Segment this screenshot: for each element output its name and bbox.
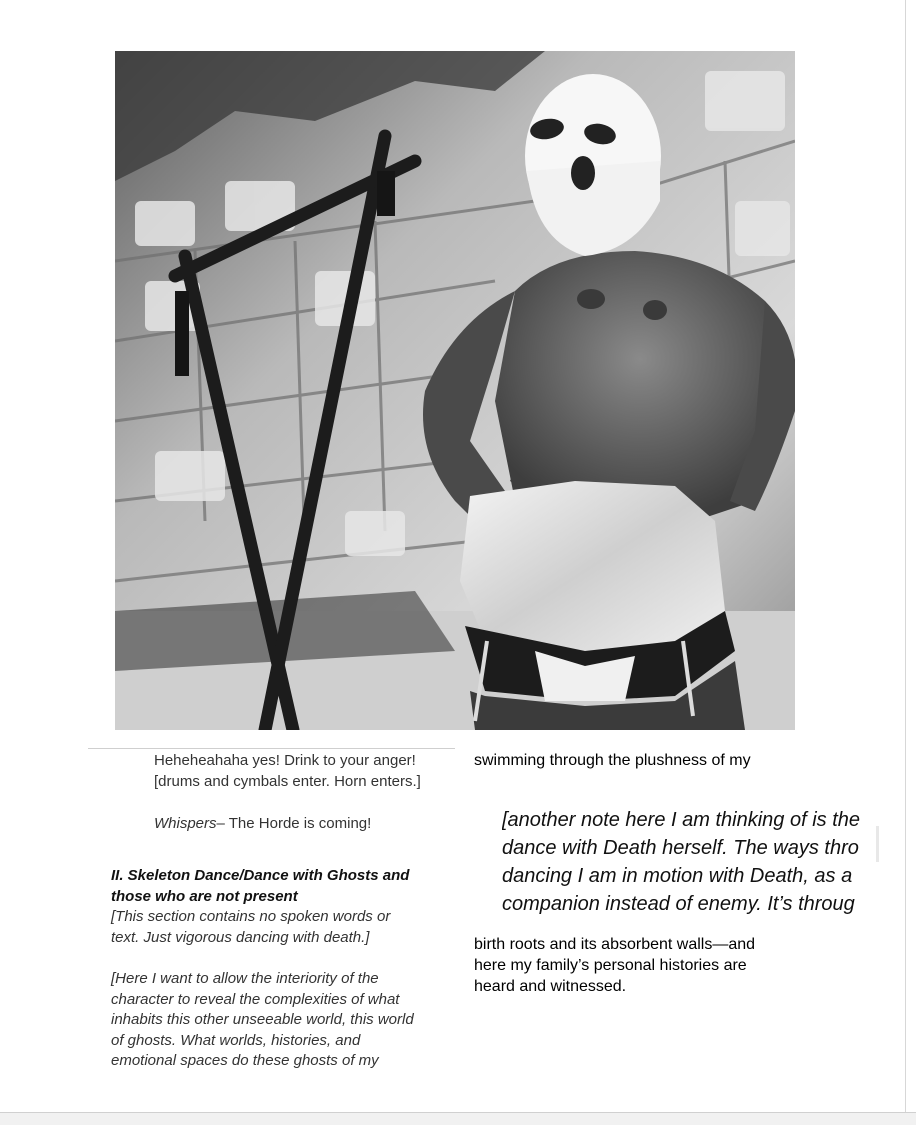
birth-roots-line: heard and witnessed. (474, 978, 627, 995)
quote-line: [another note here I am thinking of is the (502, 809, 860, 831)
birth-roots-block (474, 934, 894, 997)
interiority-note-line: of ghosts. What worlds, histories, and (111, 1031, 361, 1049)
section-note-line-2: text. Just vigorous dancing with death.] (111, 928, 370, 946)
section-note-line-1: [This section contains no spoken words or (111, 908, 391, 925)
stage-direction: [drums and cymbals enter. Horn enters.] (154, 773, 421, 790)
swimming-line: swimming through the plushness of my (474, 752, 751, 769)
quote-line: companion instead of enemy. It’s throug (502, 893, 855, 915)
quote-line: dance with Death herself. The ways thro (502, 837, 859, 859)
whispers-label: Whispers (154, 815, 217, 832)
performance-photo (115, 51, 795, 730)
birth-roots-line: here my family’s personal histories are (474, 957, 747, 974)
section-heading-line-1: II. Skeleton Dance/Dance with Ghosts and (111, 867, 410, 884)
scroll-indicator[interactable] (876, 826, 879, 862)
birth-roots-line: birth roots and its absorbent walls—and (474, 936, 756, 953)
page-edge (905, 0, 906, 1112)
interiority-note-line: inhabits this other unseeable world, this world (111, 1011, 414, 1028)
bottom-scrollbar[interactable] (0, 1112, 916, 1125)
column-divider (88, 748, 455, 749)
interiority-note-line: emotional spaces do these ghosts of my (111, 1052, 379, 1069)
whispers-line (154, 813, 451, 834)
right-column (474, 750, 894, 771)
quote-block (502, 806, 876, 918)
interiority-note-line: [Here I want to allow the interiority of the (111, 970, 379, 987)
left-column (111, 750, 451, 1072)
dialogue-line: Heheheahaha yes! Drink to your anger! (154, 752, 416, 769)
whispers-text: – The Horde is coming! (216, 815, 372, 832)
interiority-note-line: character to reveal the complexities of what (111, 990, 400, 1008)
section-heading-line-2: those who are not present (111, 888, 298, 905)
quote-line: dancing I am in motion with Death, as a (502, 865, 853, 887)
